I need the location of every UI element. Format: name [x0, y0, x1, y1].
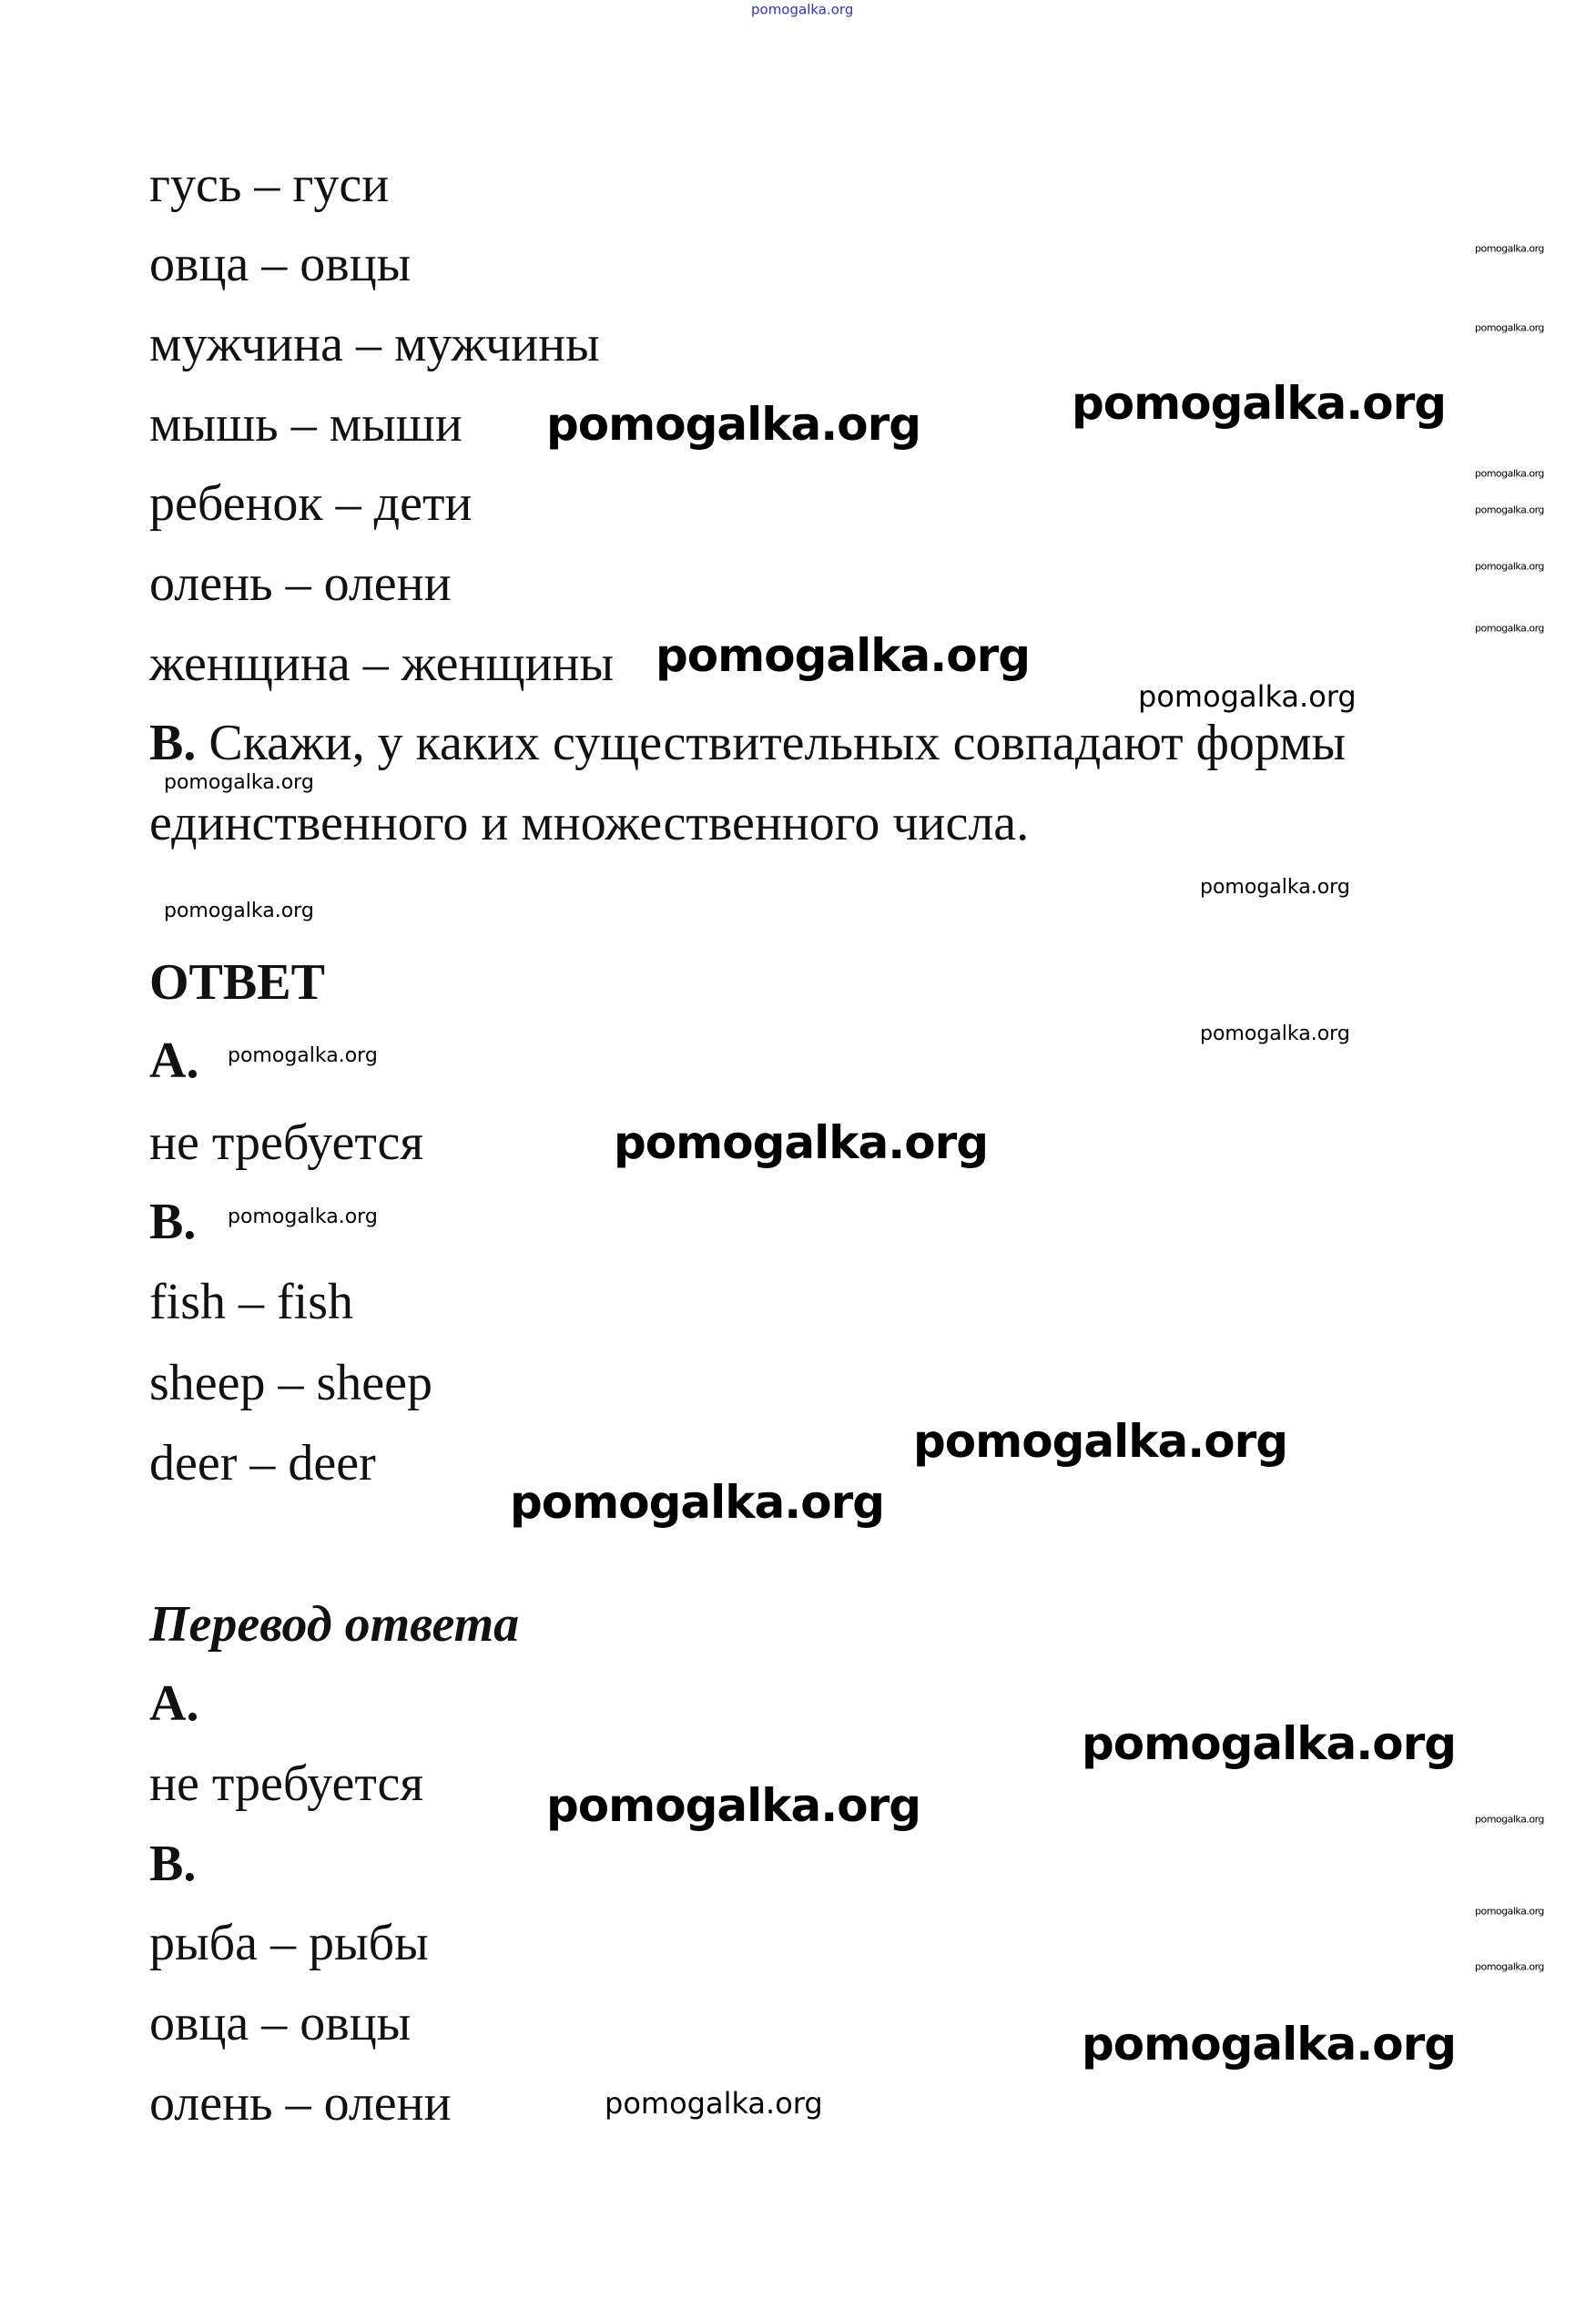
- watermark: pomogalka.org: [1475, 560, 1544, 573]
- watermark: pomogalka.org: [1475, 1905, 1544, 1918]
- watermark: pomogalka.org: [546, 1779, 921, 1832]
- answer-b-label: B.: [149, 1194, 197, 1250]
- translation-pair: овца – овцы: [149, 1995, 412, 2051]
- watermark: pomogalka.org: [1200, 876, 1350, 899]
- watermark: pomogalka.org: [1475, 504, 1544, 516]
- watermark: pomogalka.org: [614, 1116, 989, 1169]
- watermark: pomogalka.org: [228, 1206, 378, 1228]
- answer-a-label: A.: [149, 1033, 199, 1089]
- word-pair: мужчина – мужчины: [149, 316, 600, 372]
- watermark: pomogalka.org: [164, 771, 314, 794]
- word-pair: женщина – женщины: [149, 636, 615, 692]
- word-pair: олень – олени: [149, 555, 452, 612]
- task-b: [149, 715, 1347, 771]
- watermark: pomogalka.org: [1475, 622, 1544, 635]
- answer-a-text: не требуется: [149, 1114, 424, 1171]
- watermark: pomogalka.org: [164, 900, 314, 922]
- answer-pair: deer – deer: [149, 1435, 376, 1491]
- watermark: pomogalka.org: [1475, 467, 1544, 480]
- task-b-text: Скажи, у каких существительных совпадают формы: [196, 715, 1347, 771]
- word-pair: ребенок – дети: [149, 475, 473, 532]
- watermark: pomogalka.org: [1138, 679, 1357, 714]
- watermark: pomogalka.org: [1475, 1960, 1544, 1973]
- watermark: pomogalka.org: [605, 2086, 823, 2121]
- translation-title: Перевод ответа: [149, 1596, 520, 1653]
- word-pair: мышь – мыши: [149, 396, 463, 453]
- watermark: pomogalka.org: [1475, 1813, 1544, 1826]
- answer-pair: sheep – sheep: [149, 1355, 433, 1411]
- task-b-text-2: единственного и множественного числа.: [149, 795, 1030, 851]
- translation-pair: олень – олени: [149, 2075, 452, 2132]
- watermark: pomogalka.org: [228, 1044, 378, 1067]
- watermark: pomogalka.org: [1082, 1717, 1457, 1770]
- watermark: pomogalka.org: [1475, 242, 1544, 255]
- watermark: pomogalka.org: [1475, 321, 1544, 334]
- watermark: pomogalka.org: [1082, 2018, 1457, 2071]
- translation-b-label: B.: [149, 1836, 197, 1892]
- task-b-label: B.: [149, 715, 197, 771]
- answer-pair: fish – fish: [149, 1274, 353, 1330]
- watermark: pomogalka.org: [1072, 377, 1447, 430]
- translation-a-label: A.: [149, 1675, 199, 1732]
- answer-title: ОТВЕТ: [149, 954, 325, 1011]
- watermark: pomogalka.org: [656, 629, 1031, 682]
- translation-pair: рыба – рыбы: [149, 1915, 429, 1971]
- watermark: pomogalka.org: [510, 1476, 885, 1529]
- translation-a-text: не требуется: [149, 1756, 424, 1812]
- word-pair: гусь – гуси: [149, 157, 390, 213]
- header-watermark[interactable]: pomogalka.org: [751, 1, 854, 18]
- watermark: pomogalka.org: [913, 1415, 1288, 1468]
- word-pair: овца – овцы: [149, 236, 412, 292]
- watermark: pomogalka.org: [1200, 1023, 1350, 1045]
- watermark: pomogalka.org: [546, 398, 921, 451]
